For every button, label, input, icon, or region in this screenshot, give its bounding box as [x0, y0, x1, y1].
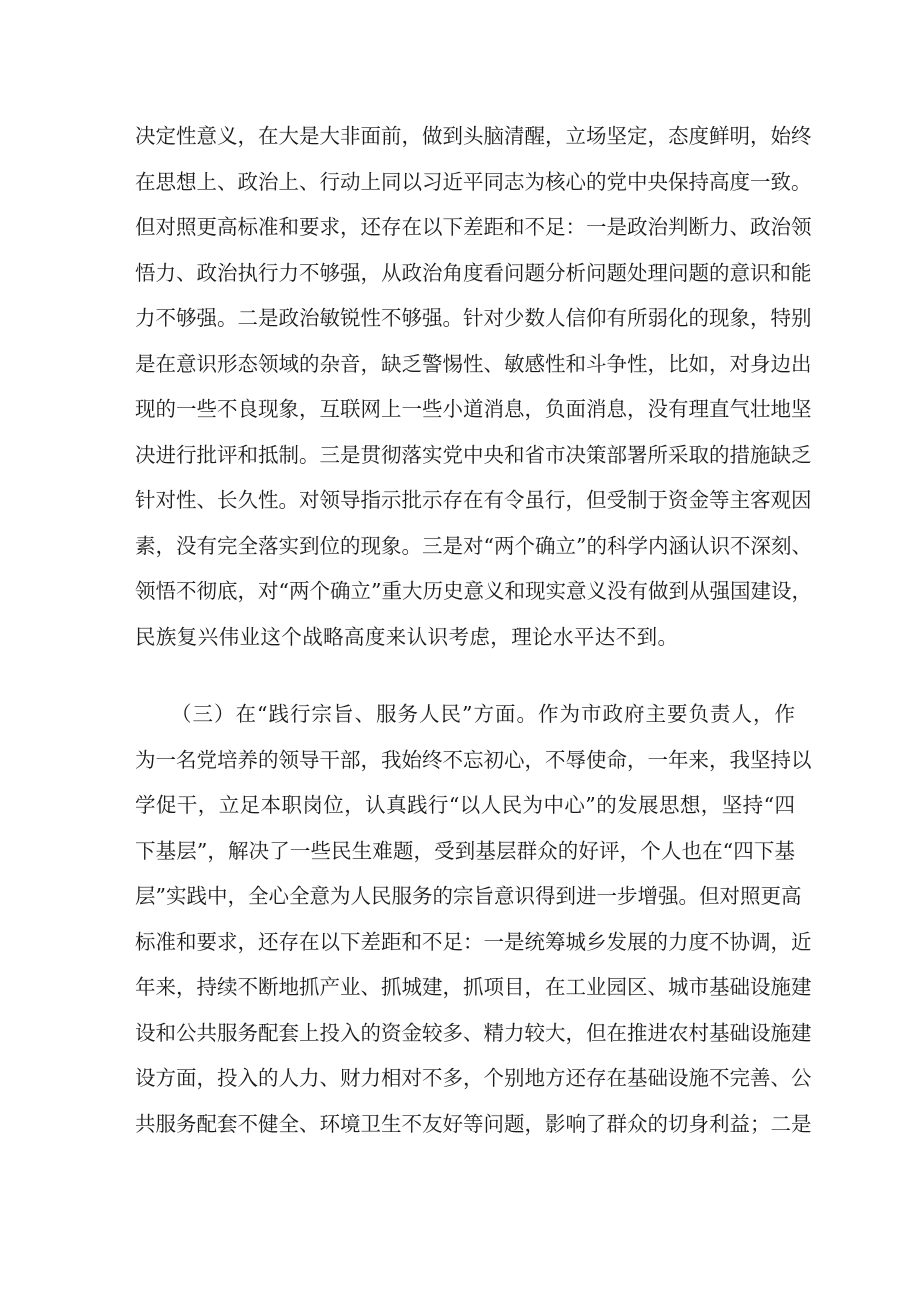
text-line: 下基层”，解决了一些民生难题，受到基层群众的好评，个人也在“四下基 — [135, 838, 795, 863]
paragraph-political-awareness — [135, 114, 812, 660]
text-line: （三）在“践行宗旨、服务人民”方面。作为市政府主要负责人，作 — [171, 702, 795, 726]
text-line: 设和公共服务配套上投入的资金较多、精力较大，但在推进农村基础设施建 — [135, 1020, 812, 1045]
text-line: 力不够强。二是政治敏锐性不够强。针对少数人信仰有所弱化的现象，特别 — [135, 306, 812, 330]
text-line: 在思想上、政治上、行动上同以习近平同志为核心的党中央保持高度一致。 — [135, 169, 812, 194]
paragraph-serving-people — [135, 692, 812, 1147]
text-line: 为一名党培养的领导干部，我始终不忘初心，不辱使命，一年来，我坚持以 — [135, 747, 812, 772]
text-line: 领悟不彻底，对“两个确立”重大历史意义和现实意义没有做到从强国建设， — [135, 579, 812, 603]
text-line: 学促干，立足本职岗位，认真践行“以人民为中心”的发展思想，坚持“四 — [135, 793, 795, 817]
text-line: 设方面，投入的人力、财力相对不多，个别地方还存在基础设施不完善、公 — [135, 1066, 812, 1090]
text-line: 共服务配套不健全、环境卫生不友好等问题，影响了群众的切身利益；二是 — [135, 1111, 812, 1136]
text-line: 层”实践中，全心全意为人民服务的宗旨意识得到进一步增强。但对照更高 — [135, 884, 802, 908]
text-line: 决定性意义，在大是大非面前，做到头脑清醒，立场坚定，态度鲜明，始终 — [135, 124, 812, 148]
paragraph-spacer — [135, 660, 795, 692]
text-line: 民族复兴伟业这个战略高度来认识考虑，理论水平达不到。 — [135, 624, 679, 649]
text-line: 是在意识形态领域的杂音，缺乏警惕性、敏感性和斗争性，比如，对身边出 — [135, 351, 812, 376]
text-line: 悟力、政治执行力不够强，从政治角度看问题分析问题处理问题的意识和能 — [135, 260, 812, 285]
text-line: 年来，持续不断地抓产业、抓城建，抓项目，在工业园区、城市基础设施建 — [135, 975, 812, 999]
text-line: 但对照更高标准和要求，还存在以下差距和不足：一是政治判断力、政治领 — [135, 215, 812, 239]
text-line: 标准和要求，还存在以下差距和不足：一是统筹城乡发展的力度不协调，近 — [135, 929, 812, 954]
text-line: 决进行批评和抵制。三是贯彻落实党中央和省市决策部署所采取的措施缺乏 — [135, 442, 812, 467]
text-line: 针对性、长久性。对领导指示批示存在有令虽行，但受制于资金等主客观因 — [135, 488, 812, 512]
text-line: 素，没有完全落实到位的现象。三是对“两个确立”的科学内涵认识不深刻、 — [135, 533, 812, 558]
text-line: 现的一些不良现象，互联网上一些小道消息，负面消息，没有理直气壮地坚 — [135, 397, 812, 421]
document-body — [135, 114, 812, 1147]
